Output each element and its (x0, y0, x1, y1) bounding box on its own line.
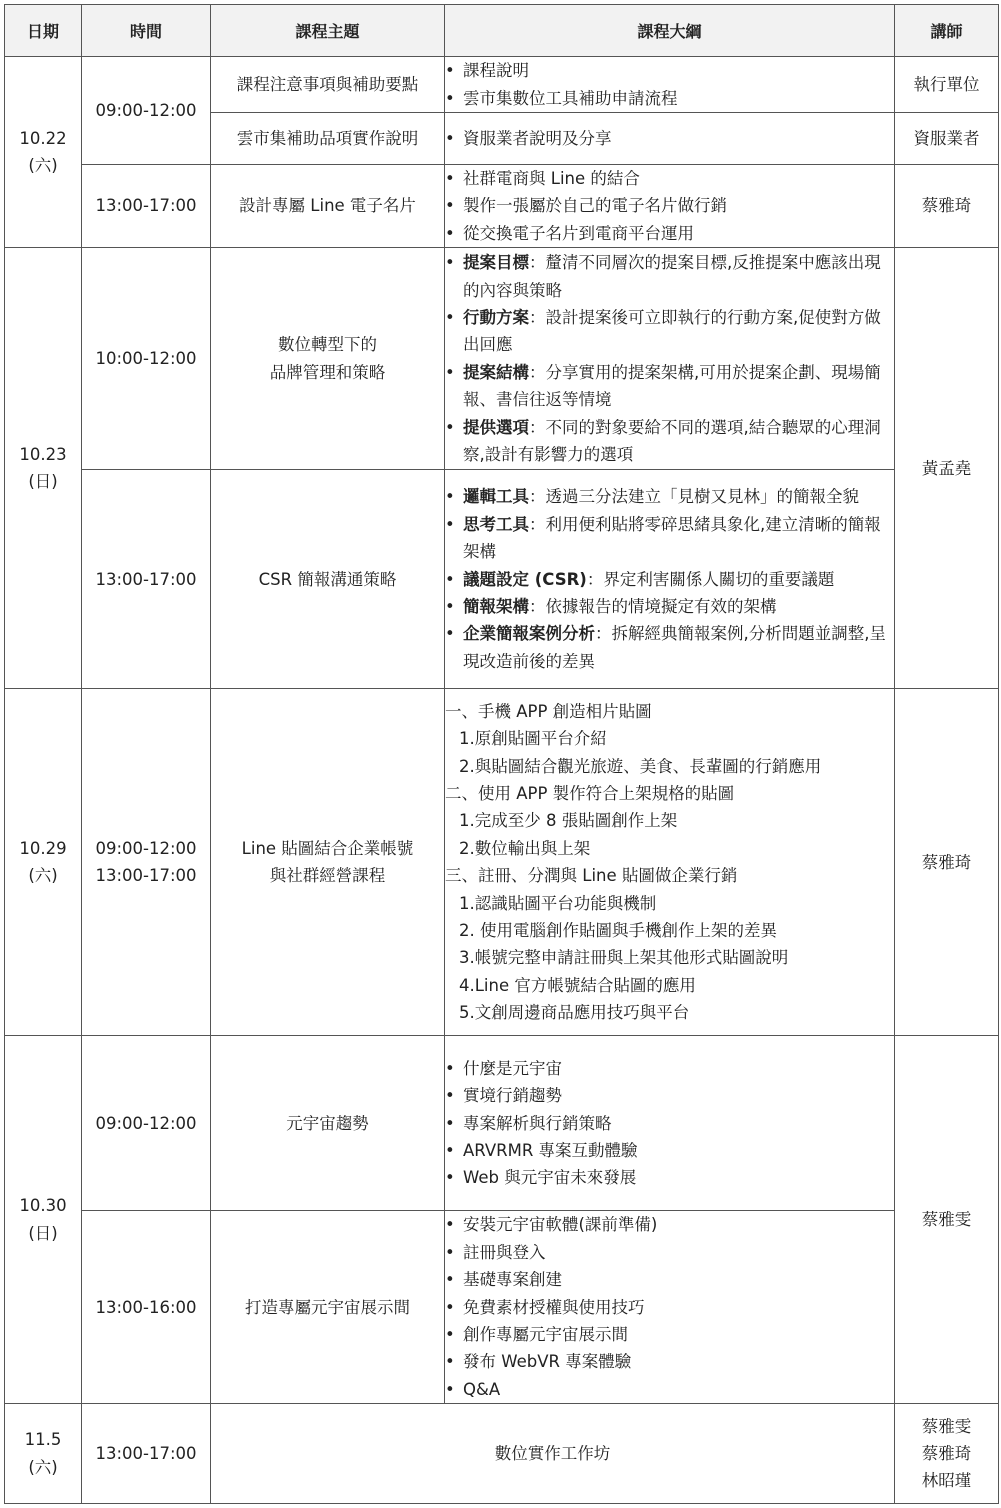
table-row (5, 165, 999, 248)
weekday: (六) (28, 866, 58, 886)
list-item: • 什麼是元宇宙 (445, 1055, 894, 1082)
list-item: • 從交換電子名片到電商平台運用 (445, 220, 894, 247)
list-item: • 發布 WebVR 專案體驗 (445, 1348, 894, 1375)
time-cell: 09:00-12:00 (82, 57, 211, 165)
time-cell: 13:00-17:00 (82, 165, 211, 248)
header-date: 日期 (5, 5, 82, 57)
list-item: • 課程說明 (445, 57, 894, 84)
topic-cell: 雲市集補助品項實作說明 (211, 113, 445, 165)
date-cell (5, 689, 82, 1036)
list-item: 3.帳號完整申請註冊與上架其他形式貼圖說明 (459, 948, 789, 968)
instructor-cell: 執行單位 (895, 57, 999, 113)
table-row (5, 57, 999, 113)
instructor-cell: 蔡雅琦 (895, 165, 999, 248)
topic-cell (211, 248, 445, 470)
table-row (5, 1404, 999, 1504)
list-item (445, 359, 894, 414)
date-cell (5, 57, 82, 248)
item-text: ：界定利害關係人關切的重要議題 (586, 569, 835, 589)
topic-cell: 元宇宙趨勢 (211, 1036, 445, 1211)
list-item (445, 304, 894, 359)
outline-cell (445, 689, 895, 1036)
table-row (5, 1036, 999, 1211)
outline-heading: 三、註冊、分潤與 Line 貼圖做企業行銷 (445, 866, 738, 886)
item-text: ：拆解經典簡報案例,分析問題並調整,呈現改造前後的差異 (463, 624, 886, 671)
weekday: (日) (28, 1223, 58, 1243)
topic-line: 與社群經營課程 (269, 866, 386, 886)
instructor-name: 林昭瑾 (921, 1471, 972, 1491)
instructor-cell: 黃孟堯 (895, 248, 999, 689)
date: 10.29 (19, 838, 67, 858)
topic-cell: 打造專屬元宇宙展示間 (211, 1211, 445, 1404)
list-item: • 創作專屬元宇宙展示間 (445, 1321, 894, 1348)
outline-cell (445, 1036, 895, 1211)
list-item: • Q&A (445, 1376, 894, 1403)
instructor-name: 蔡雅琦 (921, 1444, 972, 1464)
list-item (445, 483, 894, 510)
topic-line: 數位轉型下的 (278, 335, 377, 355)
outline-heading: 二、使用 APP 製作符合上架規格的貼圖 (445, 784, 735, 803)
list-item: • 資服業者說明及分享 (445, 125, 894, 152)
topic-line: Line 貼圖結合企業帳號 (241, 838, 414, 858)
course-schedule-table (4, 4, 999, 1504)
list-item: • 註冊與登入 (445, 1239, 894, 1266)
list-item: 2.與貼圖結合觀光旅遊、美食、長輩圖的行銷應用 (459, 756, 822, 776)
weekday: (日) (28, 472, 58, 492)
instructor-cell (895, 1404, 999, 1504)
list-item (445, 566, 894, 593)
keyword: 簡報架構 (463, 596, 529, 616)
date-cell (5, 1404, 82, 1504)
header-row (5, 5, 999, 57)
header-time: 時間 (82, 5, 211, 57)
instructor-cell: 蔡雅雯 (895, 1036, 999, 1404)
item-text: ：分享實用的提案架構,可用於提案企劃、現場簡報、書信往返等情境 (463, 362, 881, 410)
outline-heading: 一、手機 APP 創造相片貼圖 (445, 701, 652, 721)
item-text: ：釐清不同層次的提案目標,反推提案中應該出現的內容與策略 (463, 253, 881, 300)
list-item: • 製作一張屬於自己的電子名片做行銷 (445, 192, 894, 219)
date-cell (5, 248, 82, 689)
date: 10.22 (19, 128, 67, 148)
weekday: (六) (28, 156, 58, 176)
time-cell: 13:00-17:00 (82, 470, 211, 689)
topic-cell: CSR 簡報溝通策略 (211, 470, 445, 689)
instructor-cell: 蔡雅琦 (895, 689, 999, 1036)
keyword: 提案結構 (463, 362, 529, 382)
time-cell: 10:00-12:00 (82, 248, 211, 470)
item-text: ：透過三分法建立「見樹又見林」的簡報全貌 (529, 487, 859, 507)
topic-cell: 數位實作工作坊 (211, 1404, 895, 1504)
list-item: 1.原創貼圖平台介紹 (459, 729, 607, 749)
time-line: 09:00-12:00 (95, 838, 197, 858)
list-item (445, 249, 894, 304)
outline-cell (445, 1211, 895, 1404)
keyword: 邏輯工具 (463, 487, 529, 507)
list-item: 1.認識貼圖平台功能與機制 (459, 893, 657, 913)
list-item: • 雲市集數位工具補助申請流程 (445, 85, 894, 112)
time-cell (82, 689, 211, 1036)
time-cell: 09:00-12:00 (82, 1036, 211, 1211)
table-row (5, 248, 999, 470)
list-item: • 社群電商與 Line 的結合 (445, 165, 894, 192)
list-item (445, 593, 894, 620)
list-item: 4.Line 官方帳號結合貼圖的應用 (459, 975, 696, 995)
table-row (5, 689, 999, 1036)
item-text: ：依據報告的情境擬定有效的架構 (529, 596, 777, 616)
date: 10.30 (19, 1196, 67, 1216)
keyword: 議題設定 (CSR) (463, 569, 587, 589)
item-text: ：不同的對象要給不同的選項,結合聽眾的心理洞察,設計有影響力的選項 (463, 417, 881, 464)
list-item (445, 620, 894, 675)
list-item: 1.完成至少 8 張貼圖創作上架 (459, 811, 678, 831)
weekday: (六) (28, 1457, 58, 1477)
topic-cell: 課程注意事項與補助要點 (211, 57, 445, 113)
time-cell: 13:00-16:00 (82, 1211, 211, 1404)
item-text: ：利用便利貼將零碎思緒具象化,建立清晰的簡報架構 (463, 514, 881, 562)
header-instructor: 講師 (895, 5, 999, 57)
list-item (445, 414, 894, 469)
item-text: ：設計提案後可立即執行的行動方案,促使對方做出回應 (463, 307, 881, 355)
table-row (5, 470, 999, 689)
time-line: 13:00-17:00 (95, 866, 197, 886)
list-item: 2.數位輸出與上架 (459, 838, 591, 858)
topic-cell: 設計專屬 Line 電子名片 (211, 165, 445, 248)
time-cell: 13:00-17:00 (82, 1404, 211, 1504)
outline-cell (445, 470, 895, 689)
date: 11.5 (24, 1430, 62, 1450)
list-item: • 專案解析與行銷策略 (445, 1110, 894, 1137)
header-outline: 課程大綱 (445, 5, 895, 57)
list-item (445, 511, 894, 566)
keyword: 提供選項 (463, 417, 529, 437)
keyword: 行動方案 (463, 307, 529, 327)
list-item: • ARVRMR 專案互動體驗 (445, 1137, 894, 1164)
date-cell (5, 1036, 82, 1404)
keyword: 提案目標 (463, 253, 529, 273)
list-item: 2. 使用電腦創作貼圖與手機創作上架的差異 (459, 921, 777, 941)
table-row (5, 1211, 999, 1404)
list-item: • 實境行銷趨勢 (445, 1082, 894, 1109)
keyword: 企業簡報案例分析 (463, 624, 595, 644)
list-item: • Web 與元宇宙未來發展 (445, 1164, 894, 1191)
instructor-name: 蔡雅雯 (921, 1416, 972, 1436)
outline-cell (445, 113, 895, 165)
topic-line: 品牌管理和策略 (269, 362, 386, 382)
outline-cell (445, 57, 895, 113)
keyword: 思考工具 (463, 514, 529, 534)
instructor-cell: 資服業者 (895, 113, 999, 165)
list-item: • 基礎專案創建 (445, 1266, 894, 1293)
list-item: • 免費素材授權與使用技巧 (445, 1294, 894, 1321)
outline-cell (445, 248, 895, 470)
date: 10.23 (19, 444, 67, 464)
topic-cell (211, 689, 445, 1036)
list-item: 5.文創周邊商品應用技巧與平台 (459, 1003, 690, 1023)
header-topic: 課程主題 (211, 5, 445, 57)
list-item: • 安裝元宇宙軟體(課前準備) (445, 1211, 894, 1238)
outline-cell (445, 165, 895, 248)
